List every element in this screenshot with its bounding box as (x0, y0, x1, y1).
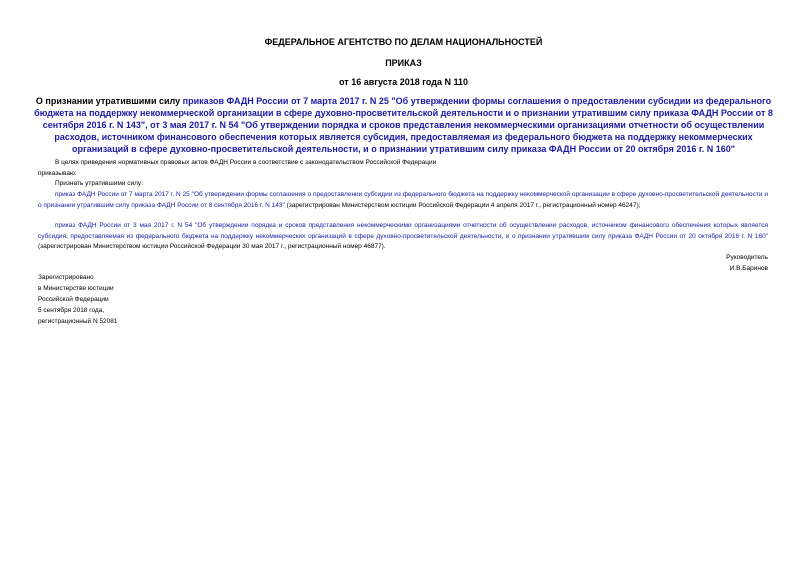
item-2-rest: (зарегистрирован Министерством юстиции Российской Федерации 30 мая 2017 г., регистрационный номер 46877). (38, 243, 386, 250)
registration-block (38, 272, 118, 327)
orders-word: приказываю: (38, 169, 77, 177)
title-prefix: О признании утратившими силу (35, 96, 183, 106)
registration-line: 5 сентября 2018 года, (38, 307, 105, 314)
intro-paragraph (38, 158, 768, 179)
item-2-paragraph (38, 221, 768, 253)
signature-block (726, 253, 768, 274)
item-1-rest: (зарегистрирован Министерством юстиции Российской Федерации 4 апреля 2017 г., регистрационный номер 46247); (284, 201, 641, 209)
date-number-heading: от 16 августа 2018 года N 110 (339, 77, 468, 87)
item-2-link[interactable]: приказ ФАДН России от 3 мая 2017 г. N 54 "Об утверждении порядка и сроков представления некоммерческими организациями отчетности об осуществлении расходов, источником финансового обеспечения которых является субсидия, предоставляемая из федерального бюджета на поддержку некоммерческих организаций в сфере духовно-просветительской деятельности, и о признании утратившим силу приказа ФАДН России от 20 октября 2016 г. N 160" (38, 222, 768, 240)
item-1-paragraph (38, 190, 768, 211)
intro-text: В целях приведения нормативных правовых актов ФАДН России в соответствие с законодательством Российской Федерации (55, 159, 437, 166)
registration-line: Российской Федерации (38, 296, 109, 303)
document-title (30, 95, 777, 155)
doc-type-heading: ПРИКАЗ (385, 58, 422, 68)
title-link[interactable]: приказов ФАДН России от 7 марта 2017 г. N 25 "Об утверждении формы соглашения о предоставлении субсидии из федерального бюджета на поддержку некоммерческой организации в сфере духовно-просветительской деятельности и о признании утратившим силу приказа ФАДН России от 8 сентября 2016 г. N 143", от 3 мая 2017 г. N 54 "Об утверждении порядка и сроков представления некоммерческими организациями отчетности об осуществлении расходов, источником финансового обеспечения которых является субсидия, предоставляемая из федерального бюджета на поддержку некоммерческих организаций в сфере духовно-просветительской деятельности, и о признании утратившим силу приказа ФАДН России от 20 октября 2016 г. N 160" (34, 96, 773, 154)
registration-line: в Министерстве юстиции (38, 285, 114, 292)
decree-paragraph: Признать утратившими силу: (55, 180, 143, 187)
signature-name: И.В.Баринов (729, 264, 768, 272)
item-1-link[interactable]: приказ ФАДН России от 7 марта 2017 г. N 25 "Об утверждении формы соглашения о предоставлении субсидии из федерального бюджета на поддержку некоммерческой организации в сфере духовно-просветительской деятельности и о признании утратившим силу приказа ФАДН России от 8 сентября 2016 г. N 143" (38, 191, 768, 209)
agency-heading: ФЕДЕРАЛЬНОЕ АГЕНТСТВО ПО ДЕЛАМ НАЦИОНАЛЬНОСТЕЙ (264, 37, 543, 47)
signature-position: Руководитель (726, 254, 768, 261)
registration-line: регистрационный N 52081 (38, 318, 118, 325)
registration-line: Зарегистрировано (38, 274, 94, 281)
